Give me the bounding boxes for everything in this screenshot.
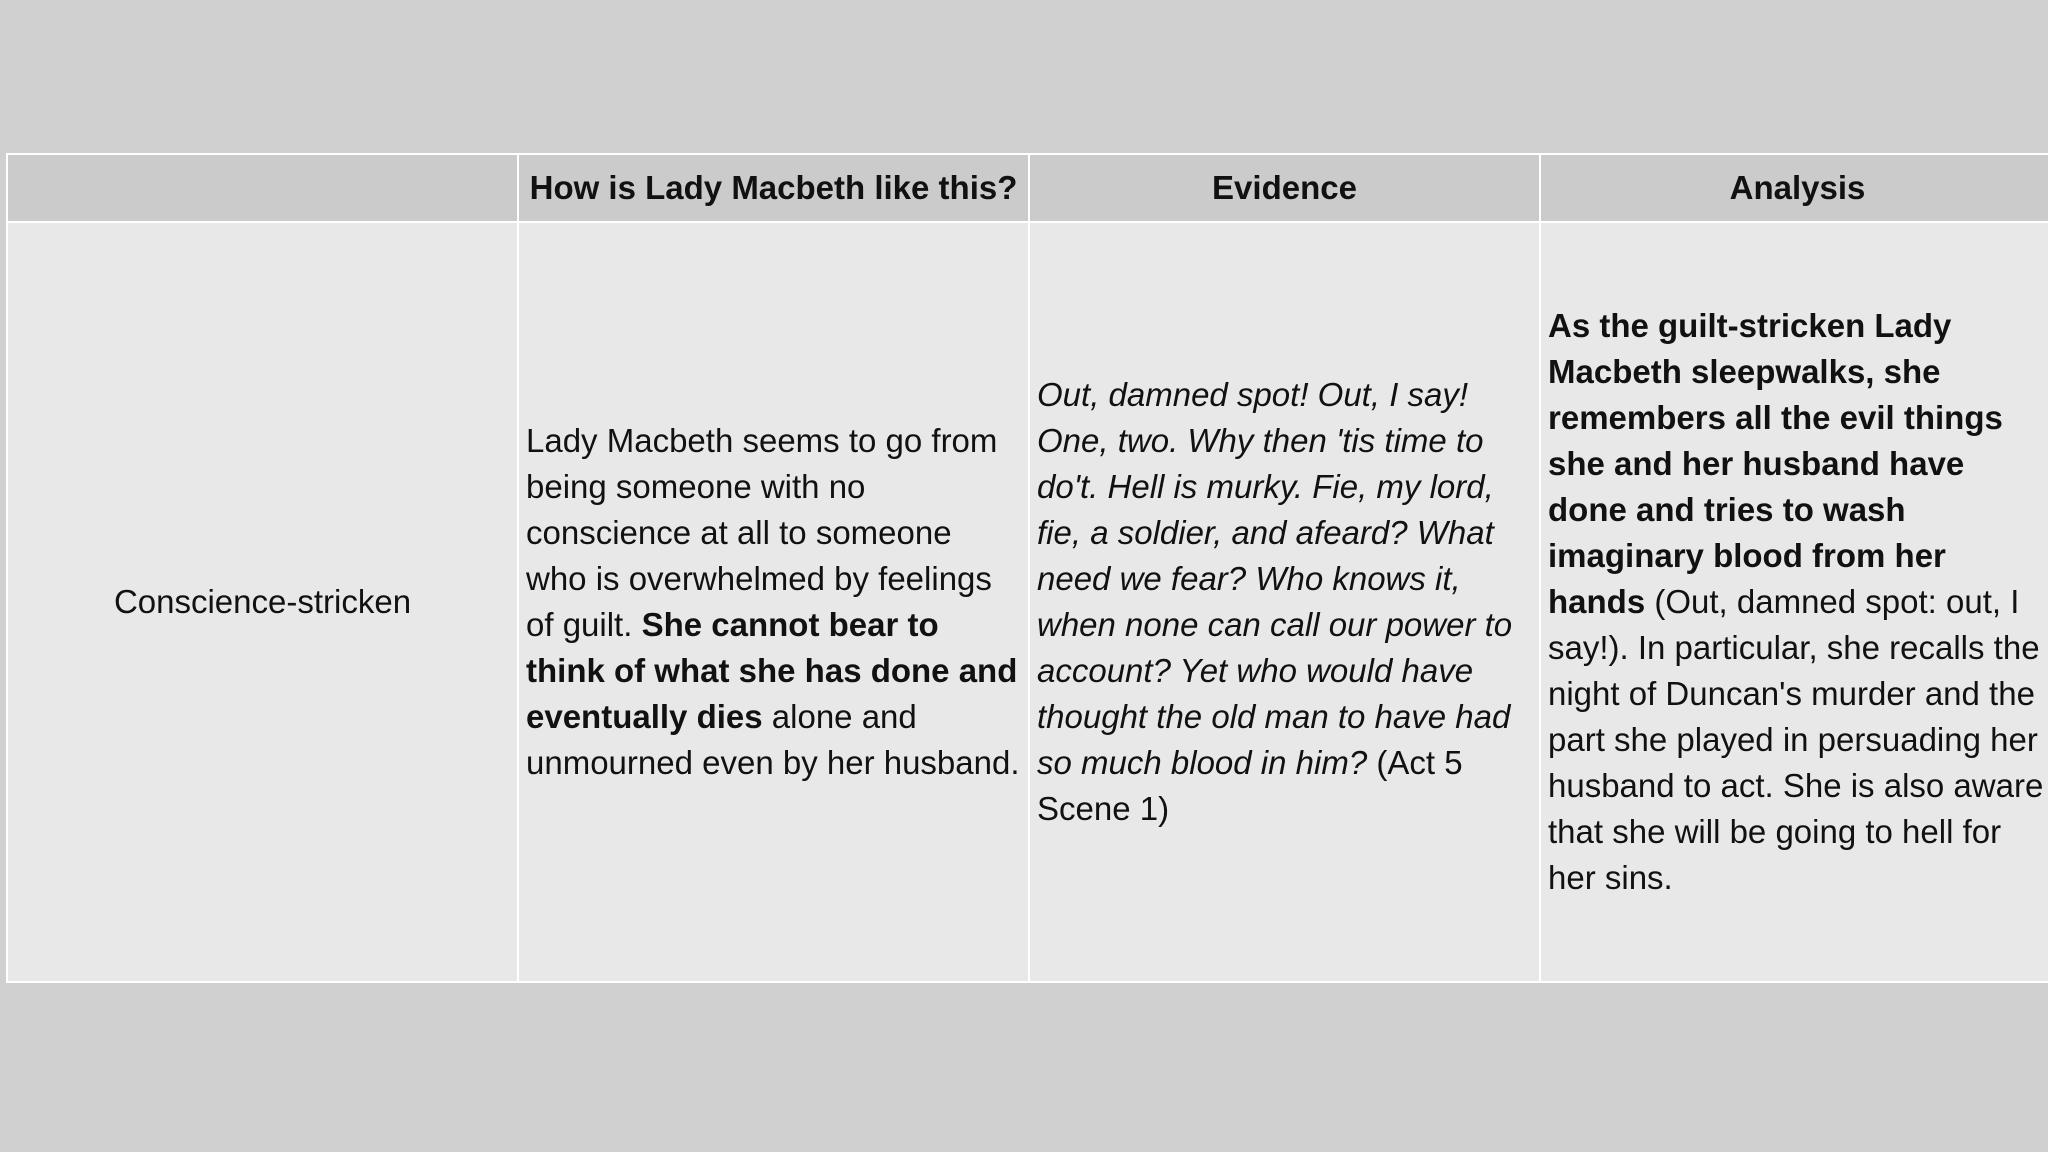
header-analysis: Analysis [1540, 154, 2048, 222]
how-text-end: alone and unmourned even by her husband. [526, 698, 1020, 781]
table-row [7, 222, 2048, 982]
header-how: How is Lady Macbeth like this? [518, 154, 1029, 222]
how-text: Lady Macbeth seems to go from being someone with no conscience at all to someone who is overwhelmed by feelings of guilt. [526, 422, 998, 643]
how-cell [518, 222, 1029, 982]
how-text-bold: She cannot bear to think of what she has done and eventually dies [526, 606, 1018, 735]
analysis-text: (Out, damned spot: out, I say!). In particular, she recalls the night of Duncan's murder and the part she played in persuading her husband to act. She is also aware that she will be going to hell for her sins. [1548, 583, 2044, 896]
header-row [7, 154, 2048, 222]
evidence-quote: Out, damned spot! Out, I say! One, two. Why then 'tis time to do't. Hell is murky. Fie, my lord, fie, a soldier, and afeard? What need we fear? Who knows it, when none can call our power to account? Yet who would have thought the old man to have had so much blood in him? [1037, 376, 1513, 781]
header-evidence: Evidence [1029, 154, 1540, 222]
comparison-table [6, 153, 2048, 983]
header-trait [7, 154, 518, 222]
analysis-text-bold: As the guilt-stricken Lady Macbeth sleepwalks, she remembers all the evil things she and her husband have done and tries to wash imaginary blood from her hands [1548, 307, 2003, 620]
evidence-cell [1029, 222, 1540, 982]
evidence-reference: (Act 5 Scene 1) [1037, 744, 1463, 827]
analysis-cell [1540, 222, 2048, 982]
trait-cell: Conscience-stricken [7, 222, 518, 982]
